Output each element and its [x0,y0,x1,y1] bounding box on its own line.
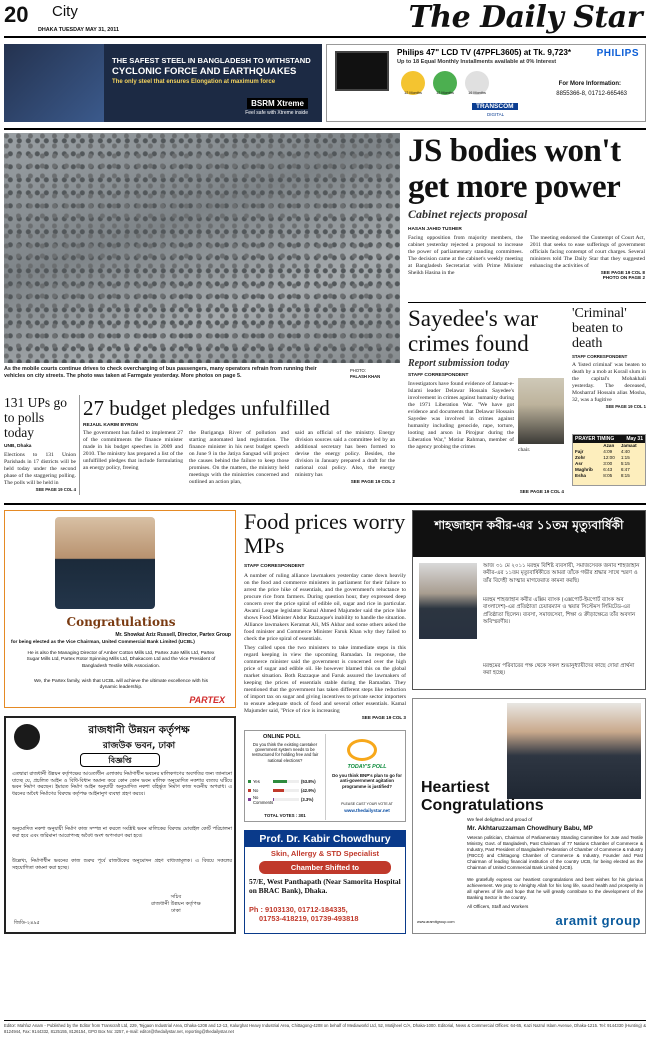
obituary-body2: মরহুম শাহজাহান কবীর এক্সিম ব্যাংক (এক্সপোর্ট-ইমপোর্ট ব্যাংক অব বাংলাদেশ)-এর প্রতিষ্ঠাতা চেয়ারম্যান ও স্কয়ার সিস্টেমস লিমিটেড-এর প্রতিষ্ঠাতা ছিলেন। ব্যবসা, সমাজসেবা, শিক্ষা ও ক্রীড়াক্ষেত্রে তাঁর অবদান অবিস্মরণীয়। [483,597,636,626]
js-col1: Facing opposition from majority members, the cabinet yesterday rejected a proposal to increase the power of parliamentary standing committees. The decision came at the cabinet's weekly meeting at Bangladesh Secretariat with Prime Minister Sheikh Hasina in the [408,235,523,276]
js-col2: The meeting endorsed the Contempt of Court Act, 2011 that seeks to ease sufferings of government officials facing contempt of court charges. Several ministers told The Daily Star that they suggested enhancing the activities of [530,235,645,269]
poll-bar [248,798,251,801]
sayedee-col2: chair. [518,447,531,453]
story-criminal [572,306,646,409]
ad-philips [326,44,646,122]
aramit-wish: We feel delighted and proud of [467,818,533,823]
cast-vote-label: PLEASE CAST YOUR VOTE AT [341,802,393,806]
aramit-logo: aramit group [555,913,641,928]
prayer-header-row: Azan Jamaat [603,443,637,448]
poll-bar [248,780,251,783]
poll-options [248,777,322,804]
js-more2[interactable]: PHOTO ON PAGE 2 [602,275,645,280]
doctor-address: 57/E, West Panthapath (Near Samorita Hospital on BRAC Bank), Dhaka. [249,877,401,895]
doctor-phone-label: Ph : [249,905,263,914]
rajuk-notice-label: বিজ্ঞপ্তি [80,753,160,767]
ad-doctor [244,830,406,934]
ups-body: Elections to 131 Union Parishads in 17 districts will be held today under the second phase of the staggering polling. The polls will be held in [4,452,76,486]
budget-col3: said an official of the ministry. Energy division sources said a committee led by an additional secretary has been formed to devise the energy policy. Besides, the division in January prepared a draft for the national coal policy. Also, the energy ministry has [295,430,395,478]
bsrm-line1: THE SAFEST STEEL IN BANGLADESH TO WITHSTAND [112,56,311,65]
philips-phones: 8855366-8, 01712-665463 [556,91,627,97]
masthead: The Daily Star [408,0,642,35]
ad-obituary [412,510,646,690]
js-byline: HASAN JAHID TUSHER [408,227,462,232]
budget-col2: the Buriganga River of pollution and starting automated land registration. The finance minister in his next budget speech on June 9 in the Jatiya Sangsad will project the causes behind the failure to keep those promises. On the matters, the ministry held meetings with the ministries concerned and outlined an action plan, [189,430,289,485]
poll-total: TOTAL VOTES : 301 [264,813,306,818]
sayedee-photo [518,378,564,444]
rajuk-sign: সচিব রাজধানী উন্নয়ন কর্তৃপক্ষ ঢাকা [151,894,201,914]
obituary-body3: মরহুমের পরিবারের পক্ষ থেকে সকল শুভানুধ্যায়ীদের কাছে দোয়া প্রার্থনা করা হচ্ছে। [483,663,635,677]
ups-more[interactable]: SEE PAGE 19 COL 4 [35,487,76,492]
mid-rule [4,503,646,505]
js-subhead: Cabinet rejects proposal [408,207,528,221]
prayer-table [573,443,645,479]
prayer-row: Zohr 12:00 1:15 [575,455,630,460]
philips-dealer: TRANSCOM [472,103,518,110]
food-more[interactable]: SEE PAGE 19 COL 3 [361,715,406,720]
poll-divider [325,734,326,820]
partex-line1: for being elected as the Vice Chairman, United Commercial Bank Limited (UCBL) [11,640,195,645]
photo-credit: PALASH KHAN [350,374,381,379]
poll-fill [273,789,284,792]
installment-badges [401,71,531,101]
poll-fill [273,780,287,783]
criminal-headline[interactable]: 'Criminal' beaten to death [572,306,627,351]
partex-line3: We, the Partex family, wish that UCBL will achieve the ultimate excellence with his dynamic leadership. [33,679,208,691]
food-headline[interactable]: Food prices worry MPs [244,509,406,558]
criminal-byline: STAFF CORRESPONDENT [572,354,628,359]
poll-option[interactable]: No (42.9%) [248,786,322,795]
dateline: DHAKA TUESDAY MAY 31, 2011 [38,27,119,33]
food-byline: STAFF CORRESPONDENT [244,564,305,569]
philips-info-label: For More Information: [558,81,621,87]
aramit-body: Veteran politician, Chairman of Parliamentary Standing Committee for Jute and Textile Ministry, Govt. of Bangladesh, Past Chairman of 77 Nations Chamber of Commerce & Industry, Past President of Bangladesh Federation of Chamber of Commerce & Industry (FBCCI) and Chittagong Chamber of Commerce & Industry, Founder and Past Chairman of leading financial institution of the country UCB, for being elected as the Chairman of United Commercial Bank Limited (UCB). [467,835,643,870]
ad-bsrm [4,44,322,122]
partex-title: Congratulations [66,615,176,629]
js-columns [408,235,646,280]
aramit-web[interactable]: www.aramitgroup.com [417,920,455,924]
story-food [244,510,406,720]
obituary-photo [419,563,477,639]
rajuk-ref: জিডি-২৪৯৫ [14,920,40,926]
partex-photo [55,517,155,609]
today-poll-logo [347,739,377,761]
online-poll [244,730,406,822]
prayer-row: Esha 8:05 8:15 [575,473,630,478]
js-headline[interactable]: JS bodies won't get more power [408,133,621,205]
philips-dealer-sub: DIGITAL [487,112,505,117]
aramit-name: Mr. Akhtaruzzaman Chowdhury Babu, MP [467,825,593,832]
poll-fill [273,798,274,801]
aramit-sign: All Officers, Staff and Workers [467,904,529,909]
story-budget [83,395,401,486]
today-poll-label: TODAY'S POLL [347,764,387,770]
poll-option[interactable]: Yes (53.8%) [248,777,322,786]
budget-byline: REJAUL KARIM BYRON [83,423,138,428]
ups-headline[interactable]: 131 UPs go to polls today [4,395,68,440]
doctor-phones [249,905,403,923]
doctor-notice: Chamber Shifted to [259,861,391,874]
rajuk-title2: রাজউক ভবন, ঢাকা [102,741,176,751]
partex-line2: He is also the Managing Director of Amber Cotton Mills Ltd, Partex Jute Mills Ltd, Partex Sugar Mills Ltd, Partex Rotor Spinning Mills Ltd, Dhakacom Ltd and the Vice President of Bangladesh Textile Mills Association. [26,651,216,669]
bsrm-brand: BSRM Xtreme [247,98,308,109]
food-body1: A number of ruling alliance lawmakers yesterday came down heavily on the food and commerce ministers in parliament for their failure to arrest the price hike of essentials, and the government's reluctance to procure rice from farmers. During question hour, they expressed deep concern over the price spiral of edible oil, sugar and rice in particular. Awami League legislator Kamal Ahmed Majumder said the price hike shows Food Minister Abdur Razzaque's inability to handle the situation. Alliance lawmakers Keramat Ali, MS Akbar and some others asked the food minister and Commerce Minister Faruk Khan why they failed to check the price spiral of essentials. [244,573,406,642]
tv-image [335,51,389,91]
prayer-row: Fajr 4:09 4:40 [575,449,630,454]
budget-columns [83,430,401,486]
rajuk-body2: অনুমোদিত নকশা অনুযায়ী নির্মাণ কাজ সম্পন্ন না করলে সংশ্লিষ্ট ভবন মালিকের বিরুদ্ধে মোবাইল কোর্ট পরিচালনা করা হবে এবং জরিমানা আরোপসহ অবৈধ অংশ অপসারণ করা হবে। [12,826,232,839]
budget-more[interactable]: SEE PAGE 19 COL 2 [350,479,395,484]
badge-3: 16 Months [465,71,489,95]
badge-1: 12 Months [401,71,425,95]
prayer-row: Asr 3:00 5:15 [575,461,630,466]
prayer-timing [572,434,646,486]
bsrm-line3: The only steel that ensures Elongation at maximum force [112,79,276,85]
partex-name: Mr. Showkat Aziz Russell, Director, Partex Group [115,632,231,638]
sayedee-more[interactable]: SEE PAGE 19 COL 4 [519,489,564,494]
page-number: 20 [4,2,29,27]
ad-partex [4,510,236,708]
page-header [0,0,650,40]
prayer-title: PRAYER TIMING [575,436,615,442]
food-body2: They called upon the two ministers to take immediate steps in this regard keeping in view the upcoming Ramadan. In response, the commerce minister said the government is concerned over the high price of sugar and edible oil. He however blamed this on the global market situation. Both Razzaque and Faruk assured the lawmakers of keeping the prices of essentials stable during the Ramadan. They mentioned that the government has taken different steps like reduction of import tax on sugar and giving incentives to private sector importers to ensure adequate stock of food and several other essentials. Kamal Majumder said, "Price of rice is increasing [244,645,406,714]
rajuk-title1: রাজধানী উন্নয়ন কর্তৃপক্ষ [88,724,190,736]
aramit-title2: Congratulations [421,797,544,814]
lead-photo [4,133,400,363]
poll-site-link[interactable]: www.thedailystar.net [344,808,390,813]
col-divider-ups [79,395,80,495]
story-ups [4,395,76,492]
js-more1[interactable]: SEE PAGE 19 COL 8 [600,270,645,275]
prayer-row: Maghrib 6:43 6:47 [575,467,630,472]
ups-byline: UNB, Dhaka [4,444,32,449]
aramit-body2: We gratefully express our heartiest congratulations and best wishes for his glorious achievement. We pray to Almighty Allah for his long life, sound health and prosperity in all spheres of life and hope that he will greatly contribute to the development of the Banking Sector in the country. [467,877,643,900]
doctor-phone2: 01753-418219, 01739-493818 [259,914,359,923]
footer-rule [4,1020,646,1021]
aramit-title1: Heartiest [421,779,490,796]
today-poll-question: Do you think BNP's plan to go for anti-government agitation programme is justified? [332,773,402,789]
budget-headline[interactable]: 27 budget pledges unfulfilled [83,396,330,420]
obituary-title: শাহজাহান কবীর-এর ১১তম মৃত্যুবার্ষিকী [434,518,624,532]
sayedee-col1: Investigators have found evidence of Jamaat-e-Islami leader Delawar Hossain Sayedee's involvement in crimes against humanity during the 1971 Liberation War. "We have got evidence and documents that Delawar Hossain Sayedee was involved in crimes against humanity including genocide, rape, torture, looting and arson in Pirojpur during the Liberation War," Motiur Rahman, member of the agency probing the crimes [408,381,514,450]
bsrm-tagline: Feel safe with Xtreme inside [245,110,308,116]
criminal-body: A 'listed criminal' was beaten to death by a mob at Korail slum in the capital's Mohakhali yesterday. The deceased, Mosharraf Hossain alias Mosha, 32, was a fugitive [572,362,646,403]
photo-credit-label: PHOTO: [350,368,366,373]
poll-bar [248,789,251,792]
poll-title: ONLINE POLL [263,734,301,740]
doctor-specialty: Skin, Allergy & STD Specialist [270,849,380,858]
rajuk-logo [14,724,40,750]
header-rule [4,36,646,38]
rajuk-body3: উল্লেখ্য, নির্মাণাধীন ভবনের কাজ শুরুর পূর্বে রাজউকের অনুমোদন গ্রহণ বাধ্যতামূলক। এ বিষয়ে সকলের সহযোগিতা কামনা করা হচ্ছে। [12,858,232,871]
prayer-date: May 31 [626,436,643,442]
doctor-phone1: 9103130, 01712-184335, [265,905,348,914]
footer-imprint: Editor: Mahfuz Anam - Published by the Editor from Transcraft Ltd, 229, Tejgaon Industrial Area, Dhaka-1208 and 12-13, Kalurghat Heavy Industrial Area, Chittagong-4208 on behalf of Mediaworld Ltd, 52, Motijheel C/A, Dhaka-1000. Editorial, News & Commercial Offices: 64-65, Kazi Nazrul Islam Avenue, Dhaka-1215. Tel: 9144330 (Hunting) & 8124944, Fax: 9144332, 8125155, 8126154, GPO Box No: 3257, e-mail: editor@thedailystar.net, reporting@thedailystar.net [4,1023,646,1034]
story-js-bodies [408,133,646,303]
philips-sub: Up to 18 Equal Monthly Installments available at 0% Interest [397,59,557,65]
caption-text: As the mobile courts continue drives to check overcharging of bus passengers, many operators refrain from running their vehicles on city streets. The photo was taken at Farmgate yesterday. More photos on page 5. [4,366,317,379]
section-name: City [52,3,78,20]
doctor-name: Prof. Dr. Kabir Chowdhury [245,831,405,847]
obituary-body1: আজ ৩১ মে ২০১১ মরহুম বিশিষ্ট ব্যবসায়ী, সমাজসেবক জনাব শাহজাহান কবীর-এর ১১তম মৃত্যুবার্ষিকীতে আমরা তাঁকে গভীর শ্রদ্ধার সাথে স্মরণ ও তাঁর বিদেহী আত্মার মাগফেরাত কামনা করছি। [483,563,640,584]
philips-headline: Philips 47" LCD TV (47PFL3605) at Tk. 9,723* [397,48,572,57]
poll-question: Do you think the existing caretaker government system needs to be restructured for holding free and fair national elections? [251,742,319,763]
lead-photo-caption [4,366,334,380]
philips-brand: PHILIPS [596,48,639,59]
partex-logo: PARTEX [189,695,225,705]
badge-2: 12 Months [433,71,457,95]
ads-rule [4,128,646,130]
rule-js [408,302,646,303]
sayedee-headline[interactable]: Sayedee's war crimes found [408,306,538,356]
budget-col1: The government has failed to implement 27 of the commitments the finance minister made in his budget speeches in 2009 and 2010. The ministry has prepared a list of the unfulfilled pledges that include formulating an energy policy, freeing [83,430,183,471]
rajuk-body1: এতদ্বারা রাজধানী উন্নয়ন কর্তৃপক্ষের আওতাধীন এলাকায় নির্মাণাধীন ভবনের মালিকগণের অবগতির জন্য জানানো যাচ্ছে যে, প্রচলিত আইন ও বিধি-বিধান অমান্য করে কোন কোন ভবন মালিক অনুমোদিত নকশার ব্যত্যয় ঘটিয়ে ভবন নির্মাণ করছেন। ইমারত নির্মাণ আইন অনুযায়ী অনুমোদিত নকশা বহির্ভূত নির্মাণ কাজ দণ্ডনীয় অপরাধ। এ ধরনের অবৈধ নির্মাণের বিরুদ্ধে কর্তৃপক্ষ আইনানুগ ব্যবস্থা গ্রহণ করবে। [12,771,232,797]
ad-aramit [412,698,646,934]
bsrm-line2: CYCLONIC FORCE AND EARTHQUAKES [112,66,297,77]
criminal-more[interactable]: SEE PAGE 19 COL 1 [605,404,646,409]
poll-option[interactable]: No Comments (3.3%) [248,795,322,804]
ad-rajuk [4,716,236,934]
sayedee-subhead: Report submission today [408,358,510,369]
aramit-photo [507,703,641,799]
sayedee-byline: STAFF CORRESPONDENT [408,373,469,378]
